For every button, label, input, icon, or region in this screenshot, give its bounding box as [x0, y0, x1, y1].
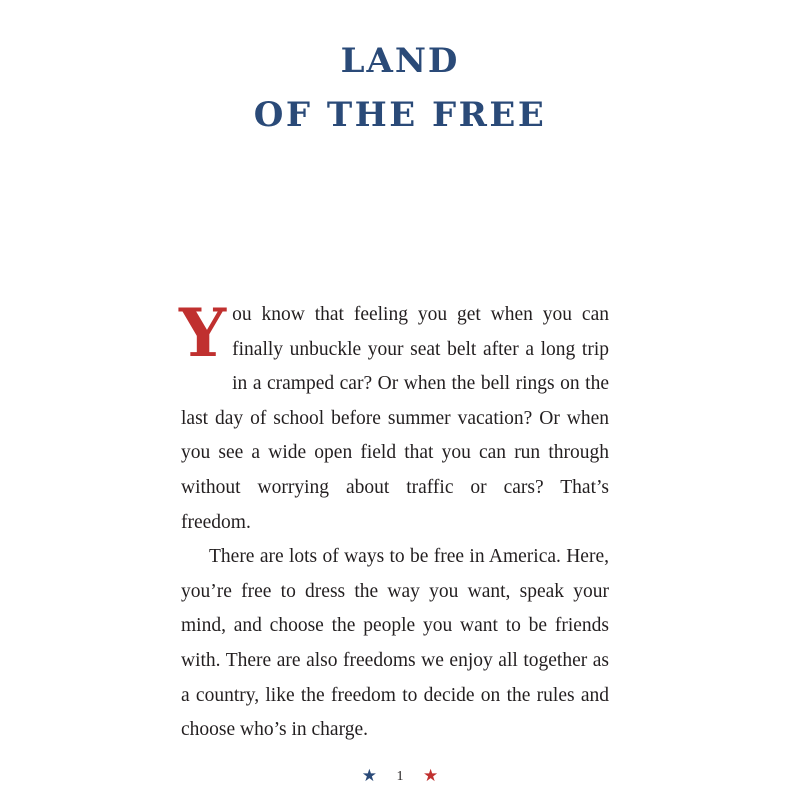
chapter-title-line-2: OF THE FREE — [253, 95, 547, 135]
chapter-title-line-1: LAND — [340, 41, 460, 81]
red-star-icon: ★ — [423, 766, 439, 785]
page-footer — [0, 766, 800, 787]
blue-star-icon: ★ — [361, 766, 377, 785]
body-text — [179, 294, 609, 748]
page-number: 1 — [396, 769, 404, 784]
paragraph-1-text: ou know that feeling you get when you can finally unbuckle your seat belt after a long trip in a cramped car? Or when the bell rings on the last day of school before summer vacation? Or when you see a wide open field that you can run through without worrying about traffic or cars? That’s freedom. — [181, 304, 609, 533]
paragraph-1 — [179, 294, 609, 540]
paragraph-2: There are lots of ways to be free in America. Here, you’re free to dress the way you want, speak your mind, and choose the people you want to be friends with. There are also freedoms we enjoy all together as a country, like the freedom to decide on the rules and choose who’s in charge. — [181, 546, 609, 741]
drop-cap: Y — [179, 294, 227, 372]
